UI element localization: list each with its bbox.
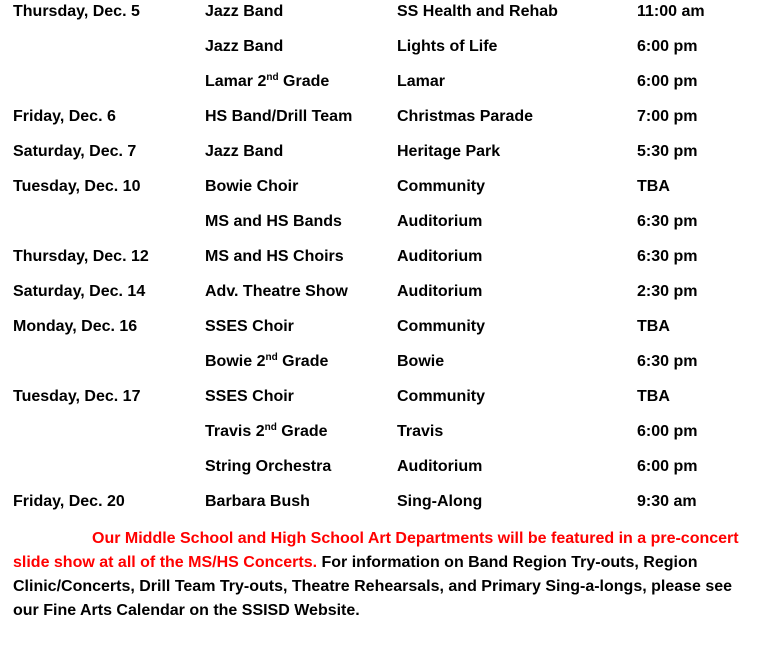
- event-venue: Travis: [397, 423, 444, 440]
- event-time: 5:30 pm: [637, 143, 698, 160]
- event-venue: Community: [397, 318, 485, 335]
- event-date: Thursday, Dec. 5: [13, 3, 140, 20]
- schedule-row: [13, 105, 753, 140]
- event-time: 6:30 pm: [637, 213, 698, 230]
- schedule-row: [13, 490, 753, 525]
- event-date: Tuesday, Dec. 10: [13, 178, 141, 195]
- event-date: Saturday, Dec. 7: [13, 143, 137, 160]
- group-name: Bowie Choir: [205, 178, 299, 195]
- schedule-row: [13, 420, 753, 455]
- group-name: String Orchestra: [205, 458, 332, 475]
- event-time: 6:30 pm: [637, 248, 698, 265]
- schedule-row: [13, 140, 753, 175]
- calendar-info-text: For information on Band Region Try-outs, Region Clinic/Concerts, Drill Team Try-outs, Theatre Rehearsals, and Primary Sing-a-longs, please see our Fine Arts Calendar on the SSISD Website.: [13, 554, 733, 619]
- group-name-suffix: Grade: [276, 423, 328, 440]
- event-date: Thursday, Dec. 12: [13, 248, 149, 265]
- event-venue: Sing-Along: [397, 493, 483, 510]
- performing-group: [205, 282, 348, 302]
- event-venue: Auditorium: [397, 283, 483, 300]
- group-name: SSES Choir: [205, 318, 294, 335]
- performing-group: [205, 352, 328, 372]
- event-venue: Auditorium: [397, 248, 483, 265]
- schedule-row: [13, 175, 753, 210]
- event-venue: Auditorium: [397, 458, 483, 475]
- event-time: 7:00 pm: [637, 108, 698, 125]
- event-date: Monday, Dec. 16: [13, 318, 138, 335]
- fine-arts-note: [13, 527, 748, 623]
- event-time: 6:00 pm: [637, 73, 698, 90]
- group-name: MS and HS Choirs: [205, 248, 344, 265]
- group-name: Jazz Band: [205, 38, 284, 55]
- performing-group: [205, 387, 294, 407]
- event-venue: Auditorium: [397, 213, 483, 230]
- group-name: Travis 2: [205, 423, 265, 440]
- event-time: TBA: [637, 318, 670, 335]
- event-time: 11:00 am: [637, 3, 705, 20]
- event-venue: Lights of Life: [397, 38, 498, 55]
- event-time: 6:00 pm: [637, 458, 698, 475]
- schedule-row: [13, 35, 753, 70]
- performing-group: [205, 492, 310, 512]
- schedule-row: [13, 385, 753, 420]
- schedule-row: [13, 280, 753, 315]
- event-time: 6:00 pm: [637, 423, 698, 440]
- performing-group: [205, 72, 329, 92]
- event-venue: Community: [397, 388, 485, 405]
- group-name: Bowie 2: [205, 353, 266, 370]
- performing-group: [205, 247, 344, 267]
- group-name: Barbara Bush: [205, 493, 310, 510]
- event-time: 9:30 am: [637, 493, 697, 510]
- group-name: HS Band/Drill Team: [205, 108, 353, 125]
- performing-group: [205, 107, 352, 127]
- group-name: Lamar 2: [205, 73, 267, 90]
- event-time: TBA: [637, 388, 670, 405]
- event-venue: Heritage Park: [397, 143, 501, 160]
- performing-group: [205, 212, 342, 232]
- group-name: MS and HS Bands: [205, 213, 342, 230]
- schedule-row: [13, 350, 753, 385]
- performing-group: [205, 422, 328, 442]
- event-time: 2:30 pm: [637, 283, 698, 300]
- ordinal-suffix: nd: [266, 72, 279, 83]
- schedule-table: [13, 0, 753, 525]
- ordinal-suffix: nd: [265, 352, 278, 363]
- performing-group: [205, 142, 283, 162]
- ordinal-suffix: nd: [264, 422, 277, 433]
- group-name: Jazz Band: [205, 3, 284, 20]
- event-time: 6:00 pm: [637, 38, 698, 55]
- event-venue: Community: [397, 178, 485, 195]
- group-name: Adv. Theatre Show: [205, 283, 348, 300]
- event-venue: Bowie: [397, 353, 445, 370]
- schedule-row: [13, 210, 753, 245]
- schedule-row: [13, 70, 753, 105]
- schedule-row: [13, 315, 753, 350]
- performing-group: [205, 457, 331, 477]
- performing-group: [205, 2, 283, 22]
- group-name: Jazz Band: [205, 143, 284, 160]
- event-date: Tuesday, Dec. 17: [13, 388, 141, 405]
- group-name: SSES Choir: [205, 388, 294, 405]
- performing-group: [205, 37, 283, 57]
- event-date: Saturday, Dec. 14: [13, 283, 146, 300]
- event-date: Friday, Dec. 6: [13, 108, 116, 125]
- event-venue: SS Health and Rehab: [397, 3, 558, 20]
- schedule-row: [13, 0, 753, 35]
- event-venue: Christmas Parade: [397, 108, 534, 125]
- group-name-suffix: Grade: [277, 353, 329, 370]
- art-department-highlight: Our Middle School and High School Art Departments will be featured in a pre-concert slide show at all of the MS/HS Concerts.: [13, 530, 739, 571]
- schedule-row: [13, 245, 753, 280]
- schedule-row: [13, 455, 753, 490]
- group-name-suffix: Grade: [278, 73, 330, 90]
- performing-group: [205, 317, 294, 337]
- event-venue: Lamar: [397, 73, 446, 90]
- event-date: Friday, Dec. 20: [13, 493, 125, 510]
- event-time: TBA: [637, 178, 670, 195]
- performing-group: [205, 177, 298, 197]
- event-time: 6:30 pm: [637, 353, 698, 370]
